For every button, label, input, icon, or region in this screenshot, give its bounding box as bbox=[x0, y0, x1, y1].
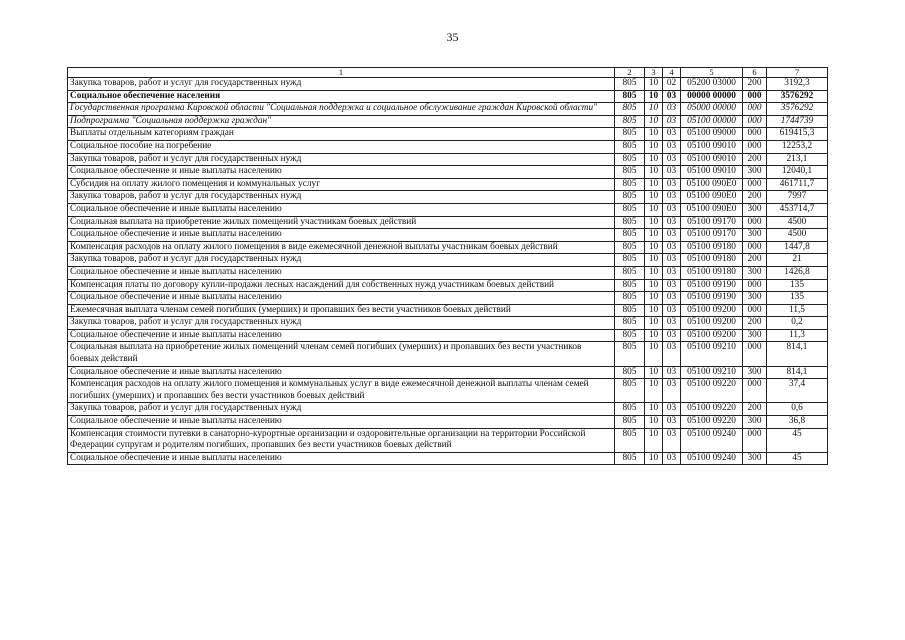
table-row bbox=[68, 103, 828, 116]
header-col-1: 1 bbox=[68, 68, 615, 78]
row-section-cell: 10 bbox=[645, 166, 663, 179]
budget-table bbox=[67, 67, 828, 465]
table-row bbox=[68, 203, 828, 216]
row-amount-cell: 45 bbox=[767, 428, 828, 452]
row-amount-cell: 7997 bbox=[767, 191, 828, 204]
row-amount-cell: 3576292 bbox=[767, 90, 828, 103]
row-name-cell: Социальное обеспечение и иные выплаты населению bbox=[68, 366, 615, 379]
row-subsection-cell: 03 bbox=[663, 153, 681, 166]
row-section-cell: 10 bbox=[645, 452, 663, 465]
row-ministry-code-cell: 805 bbox=[615, 229, 645, 242]
row-amount-cell: 1744739 bbox=[767, 115, 828, 128]
row-target-article-cell: 05100 09210 bbox=[681, 342, 743, 366]
row-amount-cell: 619415,3 bbox=[767, 128, 828, 141]
row-ministry-code-cell: 805 bbox=[615, 266, 645, 279]
row-section-cell: 10 bbox=[645, 254, 663, 267]
row-ministry-code-cell: 805 bbox=[615, 254, 645, 267]
row-target-article-cell: 05100 09240 bbox=[681, 452, 743, 465]
row-subsection-cell: 03 bbox=[663, 103, 681, 116]
row-expense-type-cell: 000 bbox=[743, 216, 767, 229]
table-row bbox=[68, 254, 828, 267]
row-section-cell: 10 bbox=[645, 428, 663, 452]
row-ministry-code-cell: 805 bbox=[615, 304, 645, 317]
page-number: 35 bbox=[446, 30, 459, 44]
row-expense-type-cell: 200 bbox=[743, 403, 767, 416]
row-section-cell: 10 bbox=[645, 178, 663, 191]
row-target-article-cell: 05100 090Е0 bbox=[681, 203, 743, 216]
row-ministry-code-cell: 805 bbox=[615, 90, 645, 103]
row-amount-cell: 1447,8 bbox=[767, 241, 828, 254]
row-subsection-cell: 03 bbox=[663, 304, 681, 317]
row-subsection-cell: 03 bbox=[663, 166, 681, 179]
row-name-cell: Социальное обеспечение и иные выплаты населению bbox=[68, 416, 615, 429]
row-subsection-cell: 03 bbox=[663, 292, 681, 305]
row-amount-cell: 4500 bbox=[767, 229, 828, 242]
row-target-article-cell: 05100 09010 bbox=[681, 140, 743, 153]
row-section-cell: 10 bbox=[645, 153, 663, 166]
row-subsection-cell: 03 bbox=[663, 128, 681, 141]
row-amount-cell: 135 bbox=[767, 279, 828, 292]
table-row bbox=[68, 279, 828, 292]
row-target-article-cell: 05100 09180 bbox=[681, 266, 743, 279]
row-amount-cell: 0,2 bbox=[767, 317, 828, 330]
row-target-article-cell: 05100 09180 bbox=[681, 241, 743, 254]
row-expense-type-cell: 300 bbox=[743, 266, 767, 279]
table-row bbox=[68, 379, 828, 403]
header-col-5: 5 bbox=[681, 68, 743, 78]
row-target-article-cell: 05100 09010 bbox=[681, 153, 743, 166]
row-amount-cell: 12040,1 bbox=[767, 166, 828, 179]
row-ministry-code-cell: 805 bbox=[615, 153, 645, 166]
row-target-article-cell: 05100 09000 bbox=[681, 128, 743, 141]
row-subsection-cell: 03 bbox=[663, 317, 681, 330]
table-row bbox=[68, 304, 828, 317]
row-target-article-cell: 05100 09190 bbox=[681, 292, 743, 305]
row-ministry-code-cell: 805 bbox=[615, 452, 645, 465]
row-section-cell: 10 bbox=[645, 304, 663, 317]
row-expense-type-cell: 300 bbox=[743, 229, 767, 242]
row-amount-cell: 3576292 bbox=[767, 103, 828, 116]
header-col-7: 7 bbox=[767, 68, 828, 78]
row-expense-type-cell: 000 bbox=[743, 379, 767, 403]
row-ministry-code-cell: 805 bbox=[615, 203, 645, 216]
row-expense-type-cell: 000 bbox=[743, 103, 767, 116]
row-subsection-cell: 03 bbox=[663, 342, 681, 366]
row-amount-cell: 453714,7 bbox=[767, 203, 828, 216]
row-expense-type-cell: 000 bbox=[743, 115, 767, 128]
row-section-cell: 10 bbox=[645, 342, 663, 366]
row-amount-cell: 213,1 bbox=[767, 153, 828, 166]
row-target-article-cell: 05100 09180 bbox=[681, 254, 743, 267]
row-subsection-cell: 03 bbox=[663, 329, 681, 342]
table-row bbox=[68, 416, 828, 429]
row-expense-type-cell: 200 bbox=[743, 191, 767, 204]
row-expense-type-cell: 300 bbox=[743, 452, 767, 465]
row-ministry-code-cell: 805 bbox=[615, 366, 645, 379]
table-row bbox=[68, 292, 828, 305]
row-expense-type-cell: 200 bbox=[743, 254, 767, 267]
row-amount-cell: 45 bbox=[767, 452, 828, 465]
row-name-cell: Компенсация платы по договору купли-продажи лесных насаждений для собственных нужд участникам боевых действий bbox=[68, 279, 615, 292]
row-subsection-cell: 03 bbox=[663, 90, 681, 103]
row-expense-type-cell: 300 bbox=[743, 292, 767, 305]
row-section-cell: 10 bbox=[645, 366, 663, 379]
row-section-cell: 10 bbox=[645, 416, 663, 429]
row-subsection-cell: 03 bbox=[663, 241, 681, 254]
row-name-cell: Субсидия на оплату жилого помещения и коммунальных услуг bbox=[68, 178, 615, 191]
row-section-cell: 10 bbox=[645, 241, 663, 254]
row-target-article-cell: 05100 09220 bbox=[681, 379, 743, 403]
row-name-cell: Социальное пособие на погребение bbox=[68, 140, 615, 153]
row-ministry-code-cell: 805 bbox=[615, 78, 645, 91]
row-amount-cell: 3192,3 bbox=[767, 78, 828, 91]
row-name-cell: Закупка товаров, работ и услуг для государственных нужд bbox=[68, 403, 615, 416]
row-ministry-code-cell: 805 bbox=[615, 115, 645, 128]
row-subsection-cell: 03 bbox=[663, 403, 681, 416]
row-ministry-code-cell: 805 bbox=[615, 279, 645, 292]
table-row bbox=[68, 403, 828, 416]
row-amount-cell: 21 bbox=[767, 254, 828, 267]
row-amount-cell: 814,1 bbox=[767, 366, 828, 379]
row-section-cell: 10 bbox=[645, 317, 663, 330]
row-expense-type-cell: 000 bbox=[743, 241, 767, 254]
row-subsection-cell: 03 bbox=[663, 266, 681, 279]
row-subsection-cell: 03 bbox=[663, 178, 681, 191]
row-name-cell: Социальное обеспечение и иные выплаты населению bbox=[68, 292, 615, 305]
row-expense-type-cell: 000 bbox=[743, 90, 767, 103]
table-row bbox=[68, 78, 828, 91]
table-row bbox=[68, 329, 828, 342]
row-section-cell: 10 bbox=[645, 115, 663, 128]
row-target-article-cell: 05100 09170 bbox=[681, 229, 743, 242]
table-body bbox=[68, 78, 828, 465]
row-amount-cell: 37,4 bbox=[767, 379, 828, 403]
row-name-cell: Подпрограмма "Социальная поддержка граждан" bbox=[68, 115, 615, 128]
header-col-3: 3 bbox=[645, 68, 663, 78]
row-section-cell: 10 bbox=[645, 140, 663, 153]
row-name-cell: Социальное обеспечение и иные выплаты населению bbox=[68, 329, 615, 342]
row-section-cell: 10 bbox=[645, 279, 663, 292]
row-ministry-code-cell: 805 bbox=[615, 140, 645, 153]
row-section-cell: 10 bbox=[645, 128, 663, 141]
row-section-cell: 10 bbox=[645, 229, 663, 242]
table-row bbox=[68, 342, 828, 366]
row-expense-type-cell: 300 bbox=[743, 203, 767, 216]
row-subsection-cell: 03 bbox=[663, 279, 681, 292]
row-name-cell: Социальная выплата на приобретение жилых помещений участникам боевых действий bbox=[68, 216, 615, 229]
row-ministry-code-cell: 805 bbox=[615, 428, 645, 452]
row-amount-cell: 1426,8 bbox=[767, 266, 828, 279]
row-section-cell: 10 bbox=[645, 216, 663, 229]
row-section-cell: 10 bbox=[645, 403, 663, 416]
row-amount-cell: 36,8 bbox=[767, 416, 828, 429]
row-expense-type-cell: 000 bbox=[743, 128, 767, 141]
row-ministry-code-cell: 805 bbox=[615, 379, 645, 403]
row-name-cell: Закупка товаров, работ и услуг для государственных нужд bbox=[68, 254, 615, 267]
row-subsection-cell: 03 bbox=[663, 379, 681, 403]
row-expense-type-cell: 000 bbox=[743, 140, 767, 153]
row-subsection-cell: 02 bbox=[663, 78, 681, 91]
row-section-cell: 10 bbox=[645, 266, 663, 279]
row-ministry-code-cell: 805 bbox=[615, 317, 645, 330]
row-ministry-code-cell: 805 bbox=[615, 103, 645, 116]
table-row bbox=[68, 128, 828, 141]
row-name-cell: Компенсация стоимости путевки в санаторно-курортные организации и оздоровительные организации на территории Российской Федерации супругам и родителям погибших, пропавших без вести участников боевых действий bbox=[68, 428, 615, 452]
table-row bbox=[68, 366, 828, 379]
row-name-cell: Социальное обеспечение населения bbox=[68, 90, 615, 103]
row-subsection-cell: 03 bbox=[663, 254, 681, 267]
row-ministry-code-cell: 805 bbox=[615, 166, 645, 179]
row-expense-type-cell: 000 bbox=[743, 342, 767, 366]
row-target-article-cell: 05000 00000 bbox=[681, 103, 743, 116]
row-ministry-code-cell: 805 bbox=[615, 216, 645, 229]
table-row bbox=[68, 317, 828, 330]
row-ministry-code-cell: 805 bbox=[615, 342, 645, 366]
row-amount-cell: 11,5 bbox=[767, 304, 828, 317]
row-subsection-cell: 03 bbox=[663, 452, 681, 465]
row-subsection-cell: 03 bbox=[663, 216, 681, 229]
row-section-cell: 10 bbox=[645, 379, 663, 403]
row-target-article-cell: 05100 09190 bbox=[681, 279, 743, 292]
row-expense-type-cell: 000 bbox=[743, 178, 767, 191]
row-amount-cell: 135 bbox=[767, 292, 828, 305]
row-section-cell: 10 bbox=[645, 329, 663, 342]
row-ministry-code-cell: 805 bbox=[615, 191, 645, 204]
row-expense-type-cell: 300 bbox=[743, 416, 767, 429]
row-name-cell: Социальное обеспечение и иные выплаты населению bbox=[68, 229, 615, 242]
row-ministry-code-cell: 805 bbox=[615, 292, 645, 305]
row-name-cell: Социальное обеспечение и иные выплаты населению bbox=[68, 266, 615, 279]
row-section-cell: 10 bbox=[645, 103, 663, 116]
row-ministry-code-cell: 805 bbox=[615, 329, 645, 342]
header-col-2: 2 bbox=[615, 68, 645, 78]
row-target-article-cell: 05100 090Е0 bbox=[681, 178, 743, 191]
row-subsection-cell: 03 bbox=[663, 140, 681, 153]
row-target-article-cell: 05100 09210 bbox=[681, 366, 743, 379]
row-name-cell: Социальное обеспечение и иные выплаты населению bbox=[68, 452, 615, 465]
row-amount-cell: 12253,2 bbox=[767, 140, 828, 153]
row-ministry-code-cell: 805 bbox=[615, 416, 645, 429]
row-section-cell: 10 bbox=[645, 78, 663, 91]
row-subsection-cell: 03 bbox=[663, 115, 681, 128]
row-amount-cell: 4500 bbox=[767, 216, 828, 229]
row-target-article-cell: 00000 00000 bbox=[681, 90, 743, 103]
row-target-article-cell: 05100 09220 bbox=[681, 416, 743, 429]
row-name-cell: Социальное обеспечение и иные выплаты населению bbox=[68, 166, 615, 179]
table-row bbox=[68, 166, 828, 179]
row-target-article-cell: 05100 090Е0 bbox=[681, 191, 743, 204]
row-expense-type-cell: 000 bbox=[743, 428, 767, 452]
row-expense-type-cell: 300 bbox=[743, 366, 767, 379]
table-row bbox=[68, 115, 828, 128]
header-col-4: 4 bbox=[663, 68, 681, 78]
row-subsection-cell: 03 bbox=[663, 366, 681, 379]
row-name-cell: Социальное обеспечение и иные выплаты населению bbox=[68, 203, 615, 216]
table-row bbox=[68, 153, 828, 166]
row-expense-type-cell: 200 bbox=[743, 153, 767, 166]
row-ministry-code-cell: 805 bbox=[615, 241, 645, 254]
row-name-cell: Компенсация расходов на оплату жилого помещения и коммунальных услуг в виде ежемесячной денежной выплаты членам семей погибших (умерших) и пропавших без вести участников боевых действий bbox=[68, 379, 615, 403]
row-name-cell: Ежемесячная выплата членам семей погибших (умерших) и пропавших без вести участников боевых действий bbox=[68, 304, 615, 317]
row-name-cell: Закупка товаров, работ и услуг для государственных нужд bbox=[68, 78, 615, 91]
table-row bbox=[68, 266, 828, 279]
row-expense-type-cell: 200 bbox=[743, 317, 767, 330]
row-name-cell: Закупка товаров, работ и услуг для государственных нужд bbox=[68, 153, 615, 166]
row-section-cell: 10 bbox=[645, 90, 663, 103]
table-row bbox=[68, 90, 828, 103]
row-amount-cell: 0,6 bbox=[767, 403, 828, 416]
row-amount-cell: 461711,7 bbox=[767, 178, 828, 191]
table-row bbox=[68, 191, 828, 204]
row-target-article-cell: 05100 09220 bbox=[681, 403, 743, 416]
row-name-cell: Социальная выплата на приобретение жилых помещений членам семей погибших (умерших) и пропавших без вести участников боевых действий bbox=[68, 342, 615, 366]
row-ministry-code-cell: 805 bbox=[615, 128, 645, 141]
row-name-cell: Государственная программа Кировской области "Социальная поддержка и социальное обслуживание граждан Кировской области" bbox=[68, 103, 615, 116]
row-target-article-cell: 05100 09010 bbox=[681, 166, 743, 179]
table-header-row bbox=[68, 68, 828, 78]
row-subsection-cell: 03 bbox=[663, 191, 681, 204]
row-amount-cell: 814,1 bbox=[767, 342, 828, 366]
row-subsection-cell: 03 bbox=[663, 229, 681, 242]
row-section-cell: 10 bbox=[645, 191, 663, 204]
row-subsection-cell: 03 bbox=[663, 203, 681, 216]
table-row bbox=[68, 241, 828, 254]
row-section-cell: 10 bbox=[645, 292, 663, 305]
row-target-article-cell: 05100 09170 bbox=[681, 216, 743, 229]
row-expense-type-cell: 000 bbox=[743, 304, 767, 317]
row-expense-type-cell: 300 bbox=[743, 166, 767, 179]
row-name-cell: Компенсация расходов на оплату жилого помещения в виде ежемесячной денежной выплаты участникам боевых действий bbox=[68, 241, 615, 254]
table-row bbox=[68, 452, 828, 465]
table-row bbox=[68, 428, 828, 452]
row-subsection-cell: 03 bbox=[663, 428, 681, 452]
row-target-article-cell: 05100 09200 bbox=[681, 329, 743, 342]
row-ministry-code-cell: 805 bbox=[615, 178, 645, 191]
row-target-article-cell: 05100 00000 bbox=[681, 115, 743, 128]
row-target-article-cell: 05100 09240 bbox=[681, 428, 743, 452]
header-col-6: 6 bbox=[743, 68, 767, 78]
row-expense-type-cell: 300 bbox=[743, 329, 767, 342]
table-row bbox=[68, 178, 828, 191]
row-name-cell: Закупка товаров, работ и услуг для государственных нужд bbox=[68, 317, 615, 330]
table-row bbox=[68, 229, 828, 242]
row-target-article-cell: 05100 09200 bbox=[681, 304, 743, 317]
row-name-cell: Выплаты отдельным категориям граждан bbox=[68, 128, 615, 141]
row-target-article-cell: 05100 09200 bbox=[681, 317, 743, 330]
table-row bbox=[68, 140, 828, 153]
row-name-cell: Закупка товаров, работ и услуг для государственных нужд bbox=[68, 191, 615, 204]
row-target-article-cell: 05200 03000 bbox=[681, 78, 743, 91]
row-expense-type-cell: 000 bbox=[743, 279, 767, 292]
row-section-cell: 10 bbox=[645, 203, 663, 216]
row-ministry-code-cell: 805 bbox=[615, 403, 645, 416]
row-subsection-cell: 03 bbox=[663, 416, 681, 429]
row-expense-type-cell: 200 bbox=[743, 78, 767, 91]
row-amount-cell: 11,3 bbox=[767, 329, 828, 342]
table-row bbox=[68, 216, 828, 229]
